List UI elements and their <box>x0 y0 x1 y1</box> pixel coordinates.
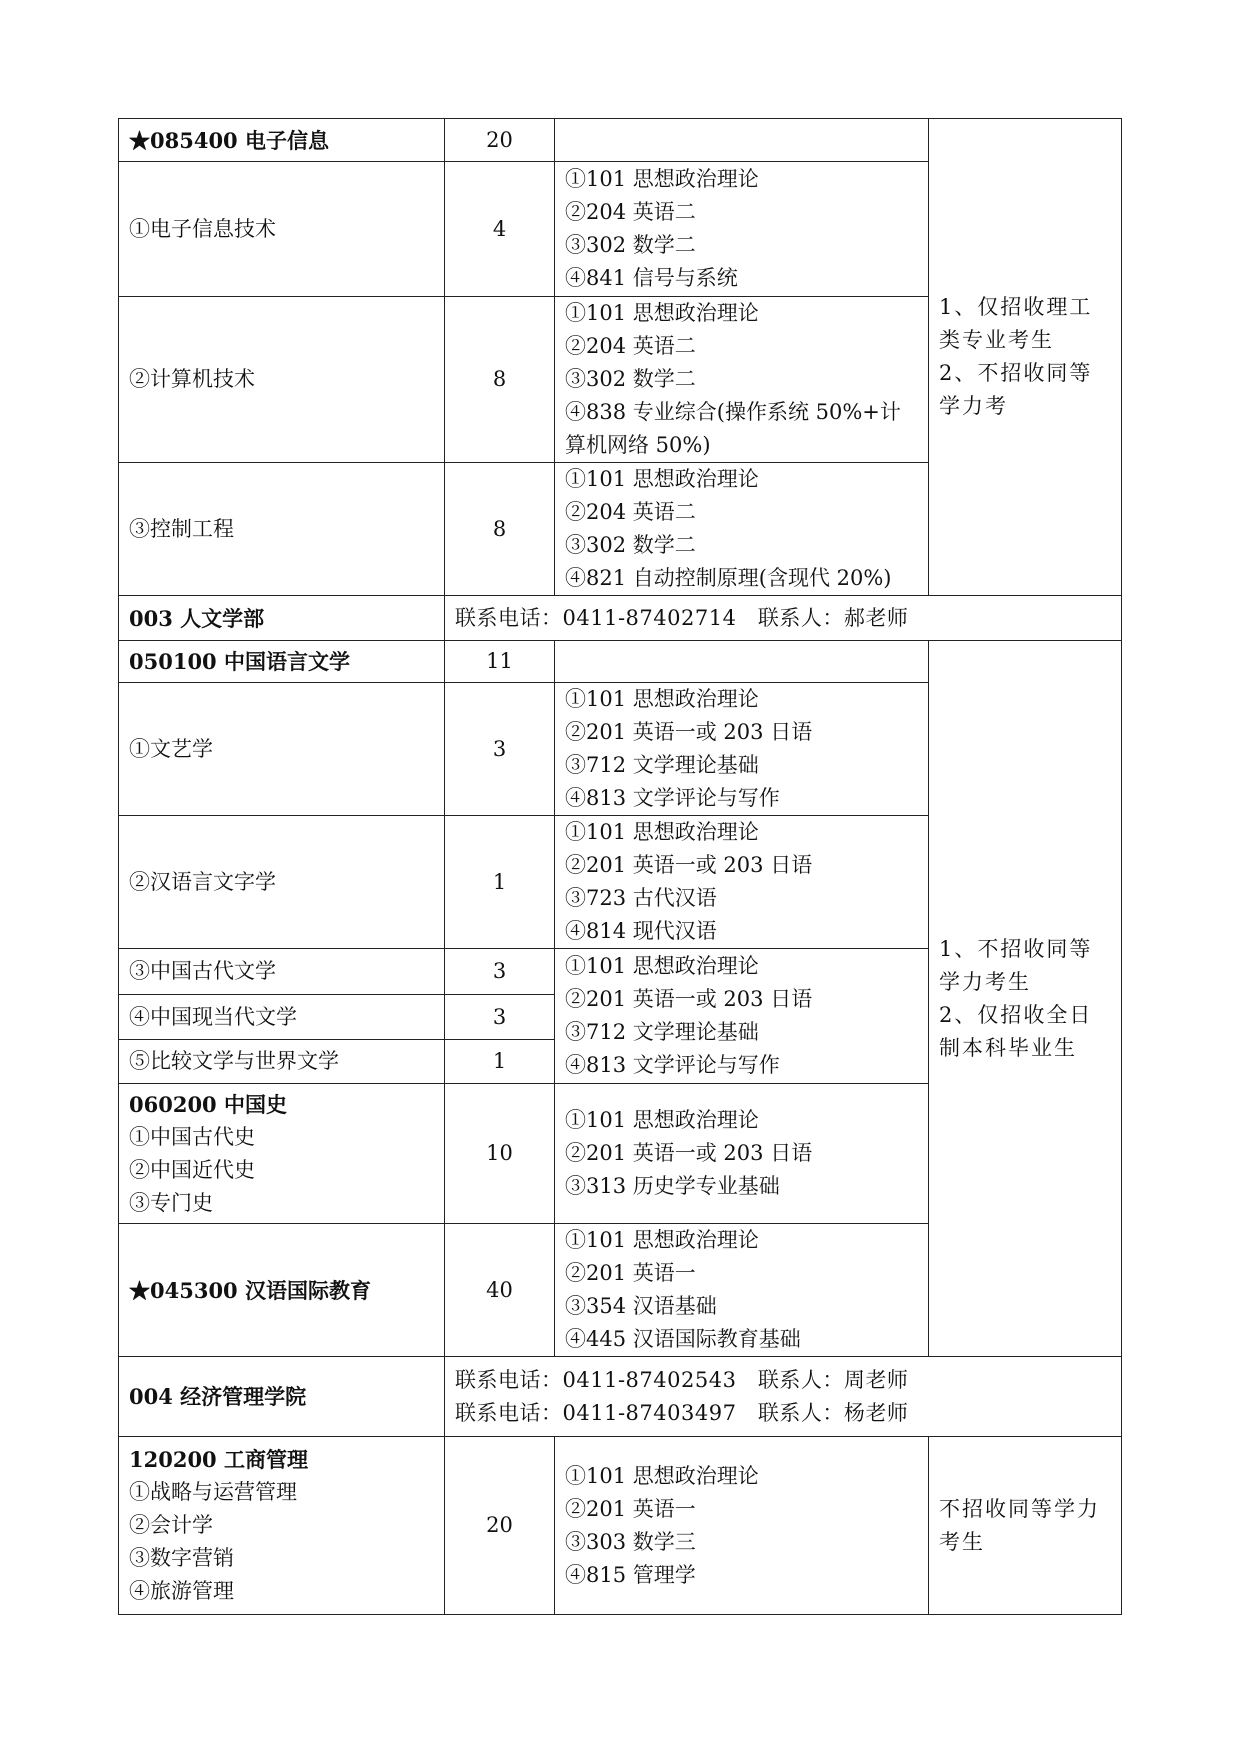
subject-item: ②204 英语二 <box>565 200 696 224</box>
subject-item: ③712 文学理论基础 <box>565 1020 759 1044</box>
admissions-table <box>118 118 1122 1615</box>
subject-item: ①101 思想政治理论 <box>565 820 759 844</box>
major-name: 060200 中国史 <box>129 1091 287 1117</box>
direction-name: ②计算机技术 <box>119 297 445 463</box>
subject-item: ①101 思想政治理论 <box>565 954 759 978</box>
quota: 40 <box>445 1224 555 1357</box>
quota: 8 <box>445 463 555 596</box>
remark-line: 2、不招收同等学力考 <box>939 361 1093 418</box>
direction-name: ④旅游管理 <box>129 1579 234 1603</box>
department-name: 003 人文学部 <box>119 596 445 641</box>
remark-line: 1、不招收同等学力考生 <box>939 936 1093 994</box>
subject-item: ②201 英语一或 203 日语 <box>565 987 813 1011</box>
subject-item: ②201 英语一或 203 日语 <box>565 1141 813 1165</box>
subject-item: ②204 英语二 <box>565 334 696 358</box>
subject-item: ①101 思想政治理论 <box>565 1108 759 1132</box>
quota: 3 <box>445 683 555 816</box>
major-name: ★045300 汉语国际教育 <box>119 1224 445 1357</box>
remarks-cell: 不招收同等学力考生 <box>929 1437 1122 1615</box>
subject-item: ③723 古代汉语 <box>565 886 717 910</box>
department-header-row <box>119 1357 1122 1437</box>
contact-line: 联系电话：0411-87403497 联系人：杨老师 <box>455 1400 909 1425</box>
subjects-cell <box>555 297 929 463</box>
quota: 20 <box>445 119 555 162</box>
subject-item: ④445 汉语国际教育基础 <box>565 1327 801 1351</box>
direction-name: ③专门史 <box>129 1190 213 1215</box>
quota: 1 <box>445 1040 555 1084</box>
subject-item: ①101 思想政治理论 <box>565 467 759 491</box>
subject-item: ①101 思想政治理论 <box>565 1463 759 1488</box>
quota: 10 <box>445 1084 555 1224</box>
subject-item: ③302 数学二 <box>565 233 696 257</box>
table-row <box>119 641 1122 683</box>
major-cell <box>119 1084 445 1224</box>
subjects-cell <box>555 641 929 683</box>
remark-line: 2、仅招收全日制本科毕业生 <box>939 1002 1093 1060</box>
quota: 20 <box>445 1437 555 1615</box>
subject-item: ④821 自动控制原理(含现代 20%) <box>565 566 892 590</box>
direction-name: ①战略与运营管理 <box>129 1480 297 1504</box>
major-cell <box>119 1437 445 1615</box>
subject-item: ④814 现代汉语 <box>565 919 717 943</box>
quota: 3 <box>445 995 555 1040</box>
major-name: 050100 中国语言文学 <box>119 641 445 683</box>
quota: 4 <box>445 162 555 297</box>
subjects-cell <box>555 1437 929 1615</box>
direction-name: ②中国近代史 <box>129 1157 255 1182</box>
subject-item: ④841 信号与系统 <box>565 266 738 290</box>
subjects-cell <box>555 119 929 162</box>
subjects-cell <box>555 683 929 816</box>
subject-item: ①101 思想政治理论 <box>565 167 759 191</box>
quota: 1 <box>445 816 555 949</box>
subject-item: ②201 英语一或 203 日语 <box>565 853 813 877</box>
direction-name: ①电子信息技术 <box>119 162 445 297</box>
remark-line: 1、仅招收理工类专业考生 <box>939 295 1093 352</box>
subject-item: ③313 历史学专业基础 <box>565 1174 780 1198</box>
subject-item: ③712 文学理论基础 <box>565 753 759 777</box>
subject-item: ④813 文学评论与写作 <box>565 786 780 810</box>
direction-name: ③中国古代文学 <box>119 949 445 995</box>
subject-item: ①101 思想政治理论 <box>565 1228 759 1252</box>
direction-name: ③控制工程 <box>119 463 445 596</box>
remarks-cell <box>929 119 1122 596</box>
direction-name: ①中国古代史 <box>129 1124 255 1149</box>
major-name: 120200 工商管理 <box>129 1447 308 1472</box>
direction-name: ②汉语言文字学 <box>119 816 445 949</box>
subject-item: ③354 汉语基础 <box>565 1294 717 1318</box>
subjects-cell <box>555 816 929 949</box>
subject-item: ④838 专业综合(操作系统 50%+计算机网络 50%) <box>565 400 901 457</box>
direction-name: ①文艺学 <box>119 683 445 816</box>
quota: 11 <box>445 641 555 683</box>
subject-item: ④815 管理学 <box>565 1562 696 1587</box>
subjects-cell <box>555 949 929 1084</box>
subject-item: ③303 数学三 <box>565 1529 696 1554</box>
subject-item: ②201 英语一 <box>565 1261 696 1285</box>
subject-item: ②204 英语二 <box>565 500 696 524</box>
quota: 3 <box>445 949 555 995</box>
contact-line: 联系电话：0411-87402543 联系人：周老师 <box>455 1367 909 1392</box>
subject-item: ③302 数学二 <box>565 367 696 391</box>
subject-item: ①101 思想政治理论 <box>565 687 759 711</box>
department-header-row <box>119 596 1122 641</box>
subject-item: ②201 英语一或 203 日语 <box>565 720 813 744</box>
direction-name: ⑤比较文学与世界文学 <box>119 1040 445 1084</box>
direction-name: ②会计学 <box>129 1513 213 1537</box>
subject-item: ③302 数学二 <box>565 533 696 557</box>
quota: 8 <box>445 297 555 463</box>
subjects-cell <box>555 1084 929 1224</box>
subject-item: ④813 文学评论与写作 <box>565 1053 780 1077</box>
table-row <box>119 1437 1122 1615</box>
department-contact <box>445 1357 1122 1437</box>
subject-item: ①101 思想政治理论 <box>565 301 759 325</box>
table-row <box>119 119 1122 162</box>
remarks-cell <box>929 641 1122 1357</box>
direction-name: ③数字营销 <box>129 1546 234 1570</box>
subject-item: ②201 英语一 <box>565 1496 696 1521</box>
direction-name: ④中国现当代文学 <box>119 995 445 1040</box>
department-name: 004 经济管理学院 <box>119 1357 445 1437</box>
subjects-cell <box>555 1224 929 1357</box>
department-contact: 联系电话：0411-87402714 联系人：郝老师 <box>445 596 1122 641</box>
subjects-cell <box>555 463 929 596</box>
subjects-cell <box>555 162 929 297</box>
major-name: ★085400 电子信息 <box>119 119 445 162</box>
